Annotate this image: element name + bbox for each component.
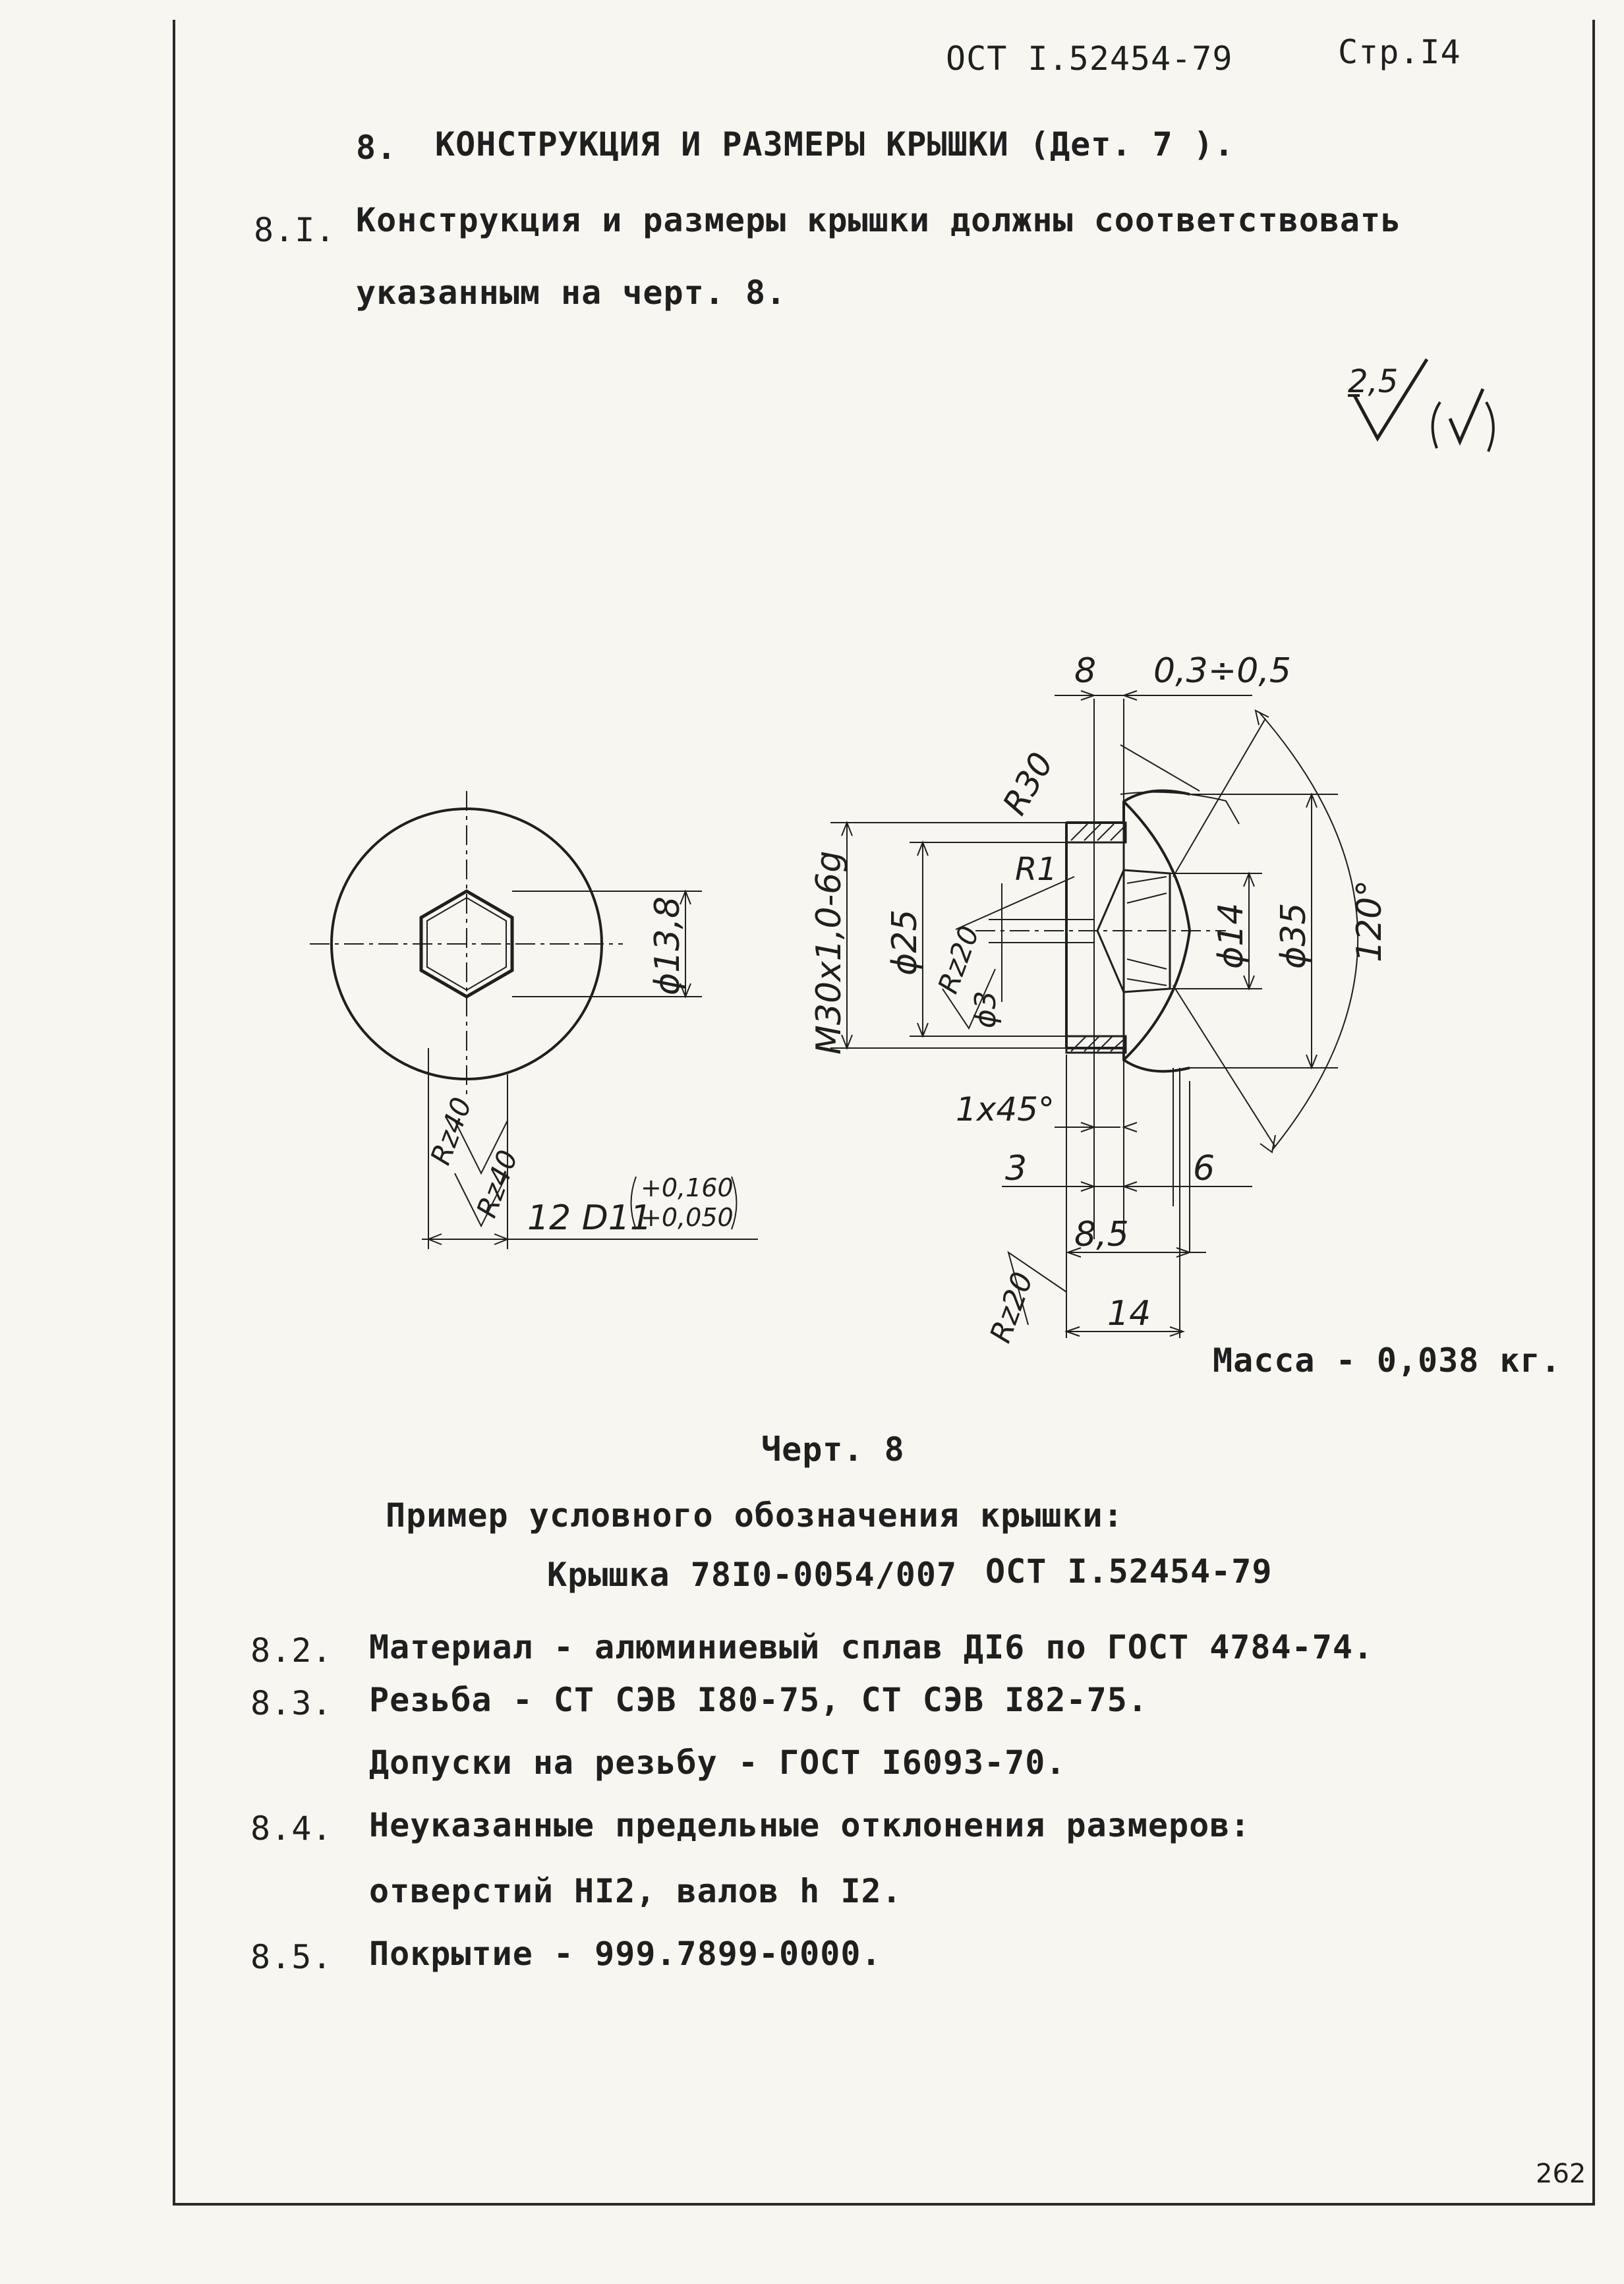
d14-label: ϕ14 [1211, 902, 1251, 969]
item-84-line2: отверстий НІ2, валов h І2. [369, 1872, 902, 1910]
item-82-text: Материал - алюминиевый сплав ДІ6 по ГОСТ 4784-74. [369, 1628, 1374, 1666]
section-title: КОНСТРУКЦИЯ И РАЗМЕРЫ КРЫШКИ (Дет. 7 ). [435, 125, 1234, 163]
dim-3-label: 3 [1005, 1149, 1028, 1188]
item-84-text: Неуказанные предельные отклонения размеров: [369, 1806, 1251, 1844]
item-84-num: 8.4. [250, 1809, 333, 1848]
rz40-a-label: Rz40 [424, 1093, 478, 1169]
item-83-num: 8.3. [250, 1684, 333, 1722]
header-page-label: Стр.І4 [1338, 33, 1461, 71]
angle-label: 120° [1350, 879, 1389, 962]
thread-label: M30x1,0-6g [809, 850, 849, 1055]
p81-number: 8.І. [254, 211, 336, 249]
rz20-face-label: Rz20 [983, 1268, 1040, 1347]
item-82-num: 8.2. [250, 1631, 333, 1670]
d25-label: ϕ25 [885, 909, 925, 976]
item-83-line2: Допуски на резьбу - ГОСТ І6093-70. [369, 1743, 1066, 1782]
item-85-num: 8.5. [250, 1938, 333, 1976]
roughness-symbol [1348, 359, 1494, 452]
hex-diameter-label: ϕ13,8 [648, 896, 687, 995]
example-designation: Крышка 78І0-0054/007 [547, 1556, 958, 1594]
section-number: 8. [356, 129, 397, 167]
dim-8-label: 8 [1074, 651, 1097, 691]
figure-caption: Черт. 8 [761, 1430, 905, 1469]
tolerance-lower: +0,050 [641, 1203, 734, 1232]
d35-label: ϕ35 [1274, 902, 1314, 969]
item-83-text: Резьба - СТ СЭВ І80-75, СТ СЭВ І82-75. [369, 1681, 1148, 1719]
example-title: Пример условного обозначения крышки: [386, 1496, 1124, 1535]
dim-85-label: 8,5 [1074, 1215, 1129, 1254]
dim-gap-label: 0,3÷0,5 [1153, 651, 1291, 691]
chamfer-label: 1x45° [956, 1090, 1055, 1128]
slot-tolerance-label: 12 D11 [527, 1198, 652, 1238]
dim-6-label: 6 [1193, 1149, 1215, 1188]
rz20-inner-label: Rz20 [931, 922, 986, 998]
rz40-b-label: Rz40 [470, 1146, 525, 1222]
example-standard: ОСТ І.52454-79 [985, 1552, 1273, 1591]
p81-line1: Конструкция и размеры крышки должны соответствовать [356, 201, 1402, 239]
roughness-value: 2,5 [1348, 363, 1399, 400]
header-standard: ОСТ І.52454-79 [946, 40, 1233, 78]
dim-14-label: 14 [1107, 1294, 1151, 1333]
r1-label: R1 [1015, 851, 1057, 888]
tolerance-upper: +0,160 [641, 1173, 734, 1202]
d3-label: ϕ3 [969, 990, 1002, 1028]
r30-label: R30 [995, 746, 1061, 821]
mass-label: Масса - 0,038 кг. [1213, 1341, 1561, 1380]
page-number: 262 [1536, 2159, 1586, 2189]
p81-line2: указанным на черт. 8. [356, 274, 787, 312]
item-85-text: Покрытие - 999.7899-0000. [369, 1935, 882, 1973]
